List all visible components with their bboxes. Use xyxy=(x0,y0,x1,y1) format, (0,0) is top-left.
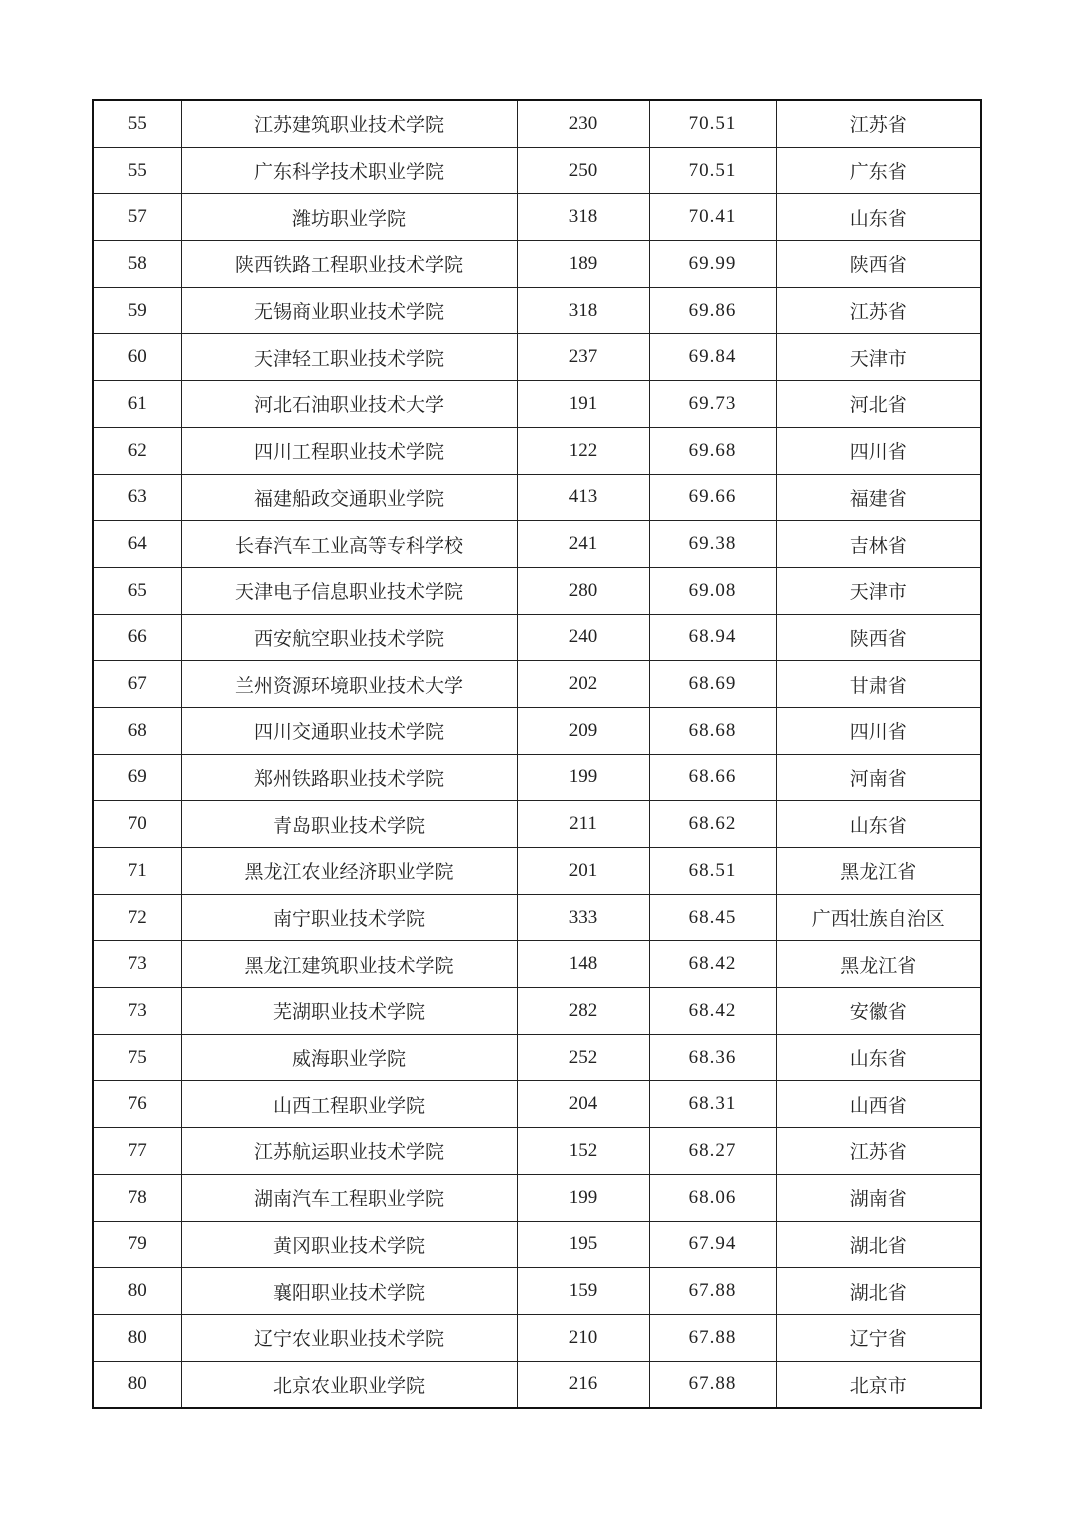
table-row xyxy=(93,1268,981,1315)
count-cell: 318 xyxy=(517,194,649,241)
count-cell: 282 xyxy=(517,988,649,1035)
rank-cell: 80 xyxy=(93,1314,181,1361)
institution-name-cell: 辽宁农业职业技术学院 xyxy=(181,1314,517,1361)
institution-name-cell: 黑龙江农业经济职业学院 xyxy=(181,848,517,895)
table-row xyxy=(93,521,981,568)
count-cell: 199 xyxy=(517,1174,649,1221)
table-row xyxy=(93,614,981,661)
score-cell: 69.38 xyxy=(649,521,776,568)
table-row xyxy=(93,334,981,381)
table-row xyxy=(93,287,981,334)
score-cell: 68.66 xyxy=(649,754,776,801)
institution-name-cell: 四川工程职业技术学院 xyxy=(181,427,517,474)
institution-name-cell: 襄阳职业技术学院 xyxy=(181,1268,517,1315)
province-cell: 山东省 xyxy=(776,194,981,241)
institution-name-cell: 江苏航运职业技术学院 xyxy=(181,1128,517,1175)
rank-cell: 61 xyxy=(93,381,181,428)
province-cell: 四川省 xyxy=(776,707,981,754)
ranking-table xyxy=(92,99,982,1409)
institution-name-cell: 陕西铁路工程职业技术学院 xyxy=(181,241,517,288)
table-row xyxy=(93,100,981,147)
institution-name-cell: 河北石油职业技术大学 xyxy=(181,381,517,428)
table-row xyxy=(93,1081,981,1128)
province-cell: 陕西省 xyxy=(776,614,981,661)
count-cell: 252 xyxy=(517,1034,649,1081)
rank-cell: 63 xyxy=(93,474,181,521)
count-cell: 333 xyxy=(517,894,649,941)
score-cell: 68.69 xyxy=(649,661,776,708)
count-cell: 211 xyxy=(517,801,649,848)
rank-cell: 76 xyxy=(93,1081,181,1128)
score-cell: 70.41 xyxy=(649,194,776,241)
score-cell: 67.94 xyxy=(649,1221,776,1268)
rank-cell: 55 xyxy=(93,100,181,147)
province-cell: 安徽省 xyxy=(776,988,981,1035)
count-cell: 204 xyxy=(517,1081,649,1128)
institution-name-cell: 长春汽车工业高等专科学校 xyxy=(181,521,517,568)
table-row xyxy=(93,427,981,474)
province-cell: 湖北省 xyxy=(776,1268,981,1315)
table-row xyxy=(93,1361,981,1408)
institution-name-cell: 无锡商业职业技术学院 xyxy=(181,287,517,334)
province-cell: 陕西省 xyxy=(776,241,981,288)
table-row xyxy=(93,1221,981,1268)
institution-name-cell: 天津电子信息职业技术学院 xyxy=(181,567,517,614)
score-cell: 68.51 xyxy=(649,848,776,895)
count-cell: 152 xyxy=(517,1128,649,1175)
institution-name-cell: 威海职业学院 xyxy=(181,1034,517,1081)
table-row xyxy=(93,988,981,1035)
table-row xyxy=(93,801,981,848)
rank-cell: 73 xyxy=(93,941,181,988)
province-cell: 江苏省 xyxy=(776,100,981,147)
province-cell: 江苏省 xyxy=(776,1128,981,1175)
rank-cell: 72 xyxy=(93,894,181,941)
score-cell: 67.88 xyxy=(649,1314,776,1361)
score-cell: 68.31 xyxy=(649,1081,776,1128)
table-row xyxy=(93,1034,981,1081)
province-cell: 甘肃省 xyxy=(776,661,981,708)
province-cell: 湖南省 xyxy=(776,1174,981,1221)
table-row xyxy=(93,754,981,801)
institution-name-cell: 天津轻工职业技术学院 xyxy=(181,334,517,381)
rank-cell: 64 xyxy=(93,521,181,568)
count-cell: 230 xyxy=(517,100,649,147)
score-cell: 68.06 xyxy=(649,1174,776,1221)
score-cell: 68.42 xyxy=(649,988,776,1035)
rank-cell: 59 xyxy=(93,287,181,334)
score-cell: 67.88 xyxy=(649,1361,776,1408)
province-cell: 黑龙江省 xyxy=(776,848,981,895)
rank-cell: 77 xyxy=(93,1128,181,1175)
score-cell: 69.73 xyxy=(649,381,776,428)
score-cell: 68.45 xyxy=(649,894,776,941)
score-cell: 68.62 xyxy=(649,801,776,848)
ranking-table-body xyxy=(93,100,981,1408)
score-cell: 68.42 xyxy=(649,941,776,988)
count-cell: 195 xyxy=(517,1221,649,1268)
province-cell: 山东省 xyxy=(776,801,981,848)
rank-cell: 68 xyxy=(93,707,181,754)
score-cell: 69.08 xyxy=(649,567,776,614)
table-row xyxy=(93,194,981,241)
count-cell: 201 xyxy=(517,848,649,895)
rank-cell: 75 xyxy=(93,1034,181,1081)
rank-cell: 79 xyxy=(93,1221,181,1268)
score-cell: 69.68 xyxy=(649,427,776,474)
institution-name-cell: 黑龙江建筑职业技术学院 xyxy=(181,941,517,988)
score-cell: 67.88 xyxy=(649,1268,776,1315)
province-cell: 山东省 xyxy=(776,1034,981,1081)
rank-cell: 60 xyxy=(93,334,181,381)
rank-cell: 78 xyxy=(93,1174,181,1221)
province-cell: 四川省 xyxy=(776,427,981,474)
count-cell: 240 xyxy=(517,614,649,661)
count-cell: 199 xyxy=(517,754,649,801)
rank-cell: 57 xyxy=(93,194,181,241)
institution-name-cell: 郑州铁路职业技术学院 xyxy=(181,754,517,801)
rank-cell: 58 xyxy=(93,241,181,288)
table-row xyxy=(93,941,981,988)
rank-cell: 80 xyxy=(93,1361,181,1408)
table-row xyxy=(93,1314,981,1361)
institution-name-cell: 山西工程职业学院 xyxy=(181,1081,517,1128)
table-row xyxy=(93,848,981,895)
table-row xyxy=(93,707,981,754)
province-cell: 广东省 xyxy=(776,147,981,194)
province-cell: 福建省 xyxy=(776,474,981,521)
province-cell: 北京市 xyxy=(776,1361,981,1408)
table-row xyxy=(93,381,981,428)
rank-cell: 65 xyxy=(93,567,181,614)
institution-name-cell: 青岛职业技术学院 xyxy=(181,801,517,848)
count-cell: 202 xyxy=(517,661,649,708)
province-cell: 吉林省 xyxy=(776,521,981,568)
institution-name-cell: 江苏建筑职业技术学院 xyxy=(181,100,517,147)
count-cell: 318 xyxy=(517,287,649,334)
count-cell: 209 xyxy=(517,707,649,754)
score-cell: 70.51 xyxy=(649,100,776,147)
province-cell: 湖北省 xyxy=(776,1221,981,1268)
province-cell: 黑龙江省 xyxy=(776,941,981,988)
institution-name-cell: 北京农业职业学院 xyxy=(181,1361,517,1408)
score-cell: 68.27 xyxy=(649,1128,776,1175)
score-cell: 68.68 xyxy=(649,707,776,754)
rank-cell: 73 xyxy=(93,988,181,1035)
institution-name-cell: 潍坊职业学院 xyxy=(181,194,517,241)
table-row xyxy=(93,567,981,614)
count-cell: 280 xyxy=(517,567,649,614)
table-row xyxy=(93,661,981,708)
rank-cell: 71 xyxy=(93,848,181,895)
province-cell: 辽宁省 xyxy=(776,1314,981,1361)
rank-cell: 55 xyxy=(93,147,181,194)
table-row xyxy=(93,241,981,288)
table-row xyxy=(93,474,981,521)
institution-name-cell: 兰州资源环境职业技术大学 xyxy=(181,661,517,708)
institution-name-cell: 南宁职业技术学院 xyxy=(181,894,517,941)
rank-cell: 66 xyxy=(93,614,181,661)
score-cell: 69.86 xyxy=(649,287,776,334)
count-cell: 189 xyxy=(517,241,649,288)
rank-cell: 80 xyxy=(93,1268,181,1315)
province-cell: 江苏省 xyxy=(776,287,981,334)
institution-name-cell: 芜湖职业技术学院 xyxy=(181,988,517,1035)
score-cell: 68.36 xyxy=(649,1034,776,1081)
province-cell: 天津市 xyxy=(776,567,981,614)
table-row xyxy=(93,894,981,941)
score-cell: 69.99 xyxy=(649,241,776,288)
count-cell: 148 xyxy=(517,941,649,988)
table-row xyxy=(93,1128,981,1175)
count-cell: 210 xyxy=(517,1314,649,1361)
count-cell: 413 xyxy=(517,474,649,521)
rank-cell: 62 xyxy=(93,427,181,474)
count-cell: 250 xyxy=(517,147,649,194)
count-cell: 241 xyxy=(517,521,649,568)
count-cell: 191 xyxy=(517,381,649,428)
province-cell: 河北省 xyxy=(776,381,981,428)
count-cell: 237 xyxy=(517,334,649,381)
province-cell: 河南省 xyxy=(776,754,981,801)
institution-name-cell: 广东科学技术职业学院 xyxy=(181,147,517,194)
province-cell: 山西省 xyxy=(776,1081,981,1128)
institution-name-cell: 湖南汽车工程职业学院 xyxy=(181,1174,517,1221)
province-cell: 天津市 xyxy=(776,334,981,381)
rank-cell: 70 xyxy=(93,801,181,848)
count-cell: 216 xyxy=(517,1361,649,1408)
score-cell: 70.51 xyxy=(649,147,776,194)
institution-name-cell: 福建船政交通职业学院 xyxy=(181,474,517,521)
score-cell: 69.84 xyxy=(649,334,776,381)
table-row xyxy=(93,147,981,194)
count-cell: 159 xyxy=(517,1268,649,1315)
institution-name-cell: 黄冈职业技术学院 xyxy=(181,1221,517,1268)
rank-cell: 69 xyxy=(93,754,181,801)
count-cell: 122 xyxy=(517,427,649,474)
institution-name-cell: 四川交通职业技术学院 xyxy=(181,707,517,754)
table-row xyxy=(93,1174,981,1221)
province-cell: 广西壮族自治区 xyxy=(776,894,981,941)
institution-name-cell: 西安航空职业技术学院 xyxy=(181,614,517,661)
rank-cell: 67 xyxy=(93,661,181,708)
score-cell: 69.66 xyxy=(649,474,776,521)
score-cell: 68.94 xyxy=(649,614,776,661)
